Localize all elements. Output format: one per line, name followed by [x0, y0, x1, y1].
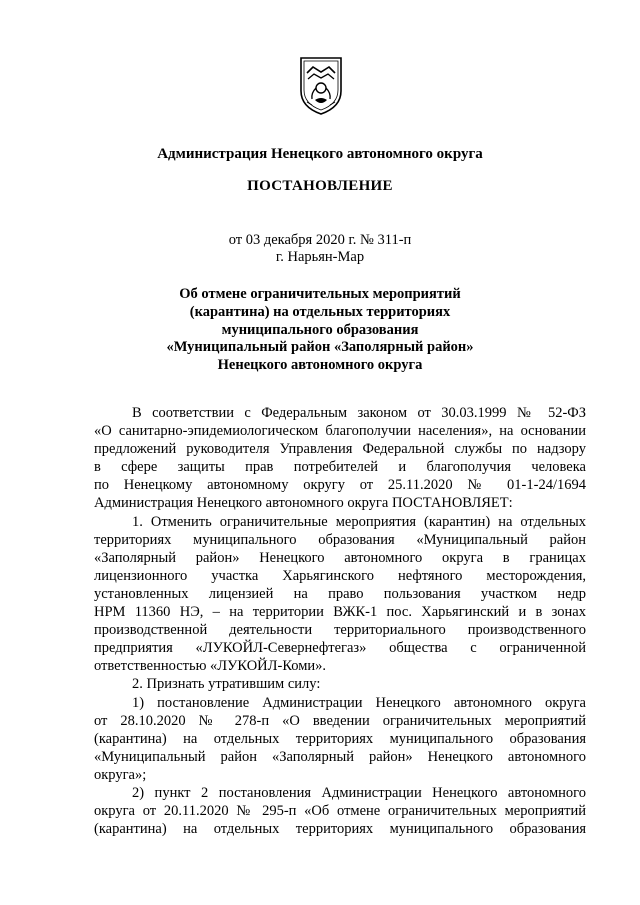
document-body: [94, 404, 586, 838]
title-line: (карантина) на отдельных территориях: [189, 303, 451, 320]
body-line: производственной деятельности территориального производственного: [94, 622, 586, 639]
title-line: Об отмене ограничительных мероприятий: [179, 286, 461, 302]
body-line: (карантина) на отдельных территориях муниципального образования: [94, 730, 586, 747]
body-line: от 28.10.2020 № 278-п «О введении ограничительных мероприятий: [94, 712, 586, 729]
title-line: муниципального образования: [221, 321, 419, 338]
city: г. Нарьян-Мар: [275, 249, 365, 265]
body-line: предложений руководителя Управления Федеральной службы по надзору: [94, 441, 586, 458]
body-line: «О санитарно-эпидемиологическом благополучии населения», на основании: [94, 423, 586, 440]
document-title: [0, 286, 640, 375]
title-line: «Муниципальный район «Заполярный район»: [166, 339, 474, 356]
body-line: 1. Отменить ограничительные мероприятия (карантин) на отдельных: [132, 513, 586, 530]
body-line: 2) пункт 2 постановления Администрации Ненецкого автономного: [132, 784, 586, 801]
body-line: Администрация Ненецкого автономного округа ПОСТАНОВЛЯЕТ:: [94, 495, 513, 512]
body-line: «Заполярный район» Ненецкого автономного округа в границах: [94, 549, 586, 566]
nao-coat-of-arms-icon: [298, 55, 344, 117]
body-line: округа»;: [94, 766, 147, 783]
body-line: В соответствии с Федеральным законом от 30.03.1999 № 52-ФЗ: [132, 405, 586, 421]
body-line: 1) постановление Администрации Ненецкого автономного округа: [132, 694, 586, 711]
date-number: от 03 декабря 2020 г. № 311-п: [228, 232, 412, 248]
body-line: 2. Признать утратившим силу:: [132, 676, 321, 693]
body-line: в сфере защиты прав потребителей и благополучия человека: [94, 459, 586, 476]
body-line: установленных лицензией на право пользования участком недр: [94, 585, 586, 602]
body-line: округа от 20.11.2020 № 295-п «Об отмене ограничительных мероприятий: [94, 803, 586, 820]
body-line: (карантина) на отдельных территориях муниципального образования: [94, 821, 586, 838]
body-line: территориях муниципального образования «Муниципальный район: [94, 531, 586, 548]
body-line: лицензионного участка Харьягинского нефтяного месторождения,: [94, 567, 586, 584]
body-line: ответственностью «ЛУКОЙЛ-Коми».: [94, 658, 327, 675]
body-line: по Ненецкому автономному округу от 25.11.2020 № 01-1-24/1694: [94, 477, 586, 494]
organization-name: Администрация Ненецкого автономного округа: [157, 146, 483, 162]
title-line: Ненецкого автономного округа: [217, 357, 423, 374]
document-type: ПОСТАНОВЛЕНИЕ: [247, 178, 393, 194]
body-line: «Муниципальный район «Заполярный район» Ненецкого автономного: [94, 748, 586, 765]
body-line: предприятия «ЛУКОЙЛ-Севернефтегаз» общества с ограниченной: [94, 640, 586, 657]
body-line: НРМ 11360 НЭ, – на территории ВЖК-1 пос. Харьягинский и в зонах: [94, 604, 586, 621]
date-block: [0, 232, 640, 266]
